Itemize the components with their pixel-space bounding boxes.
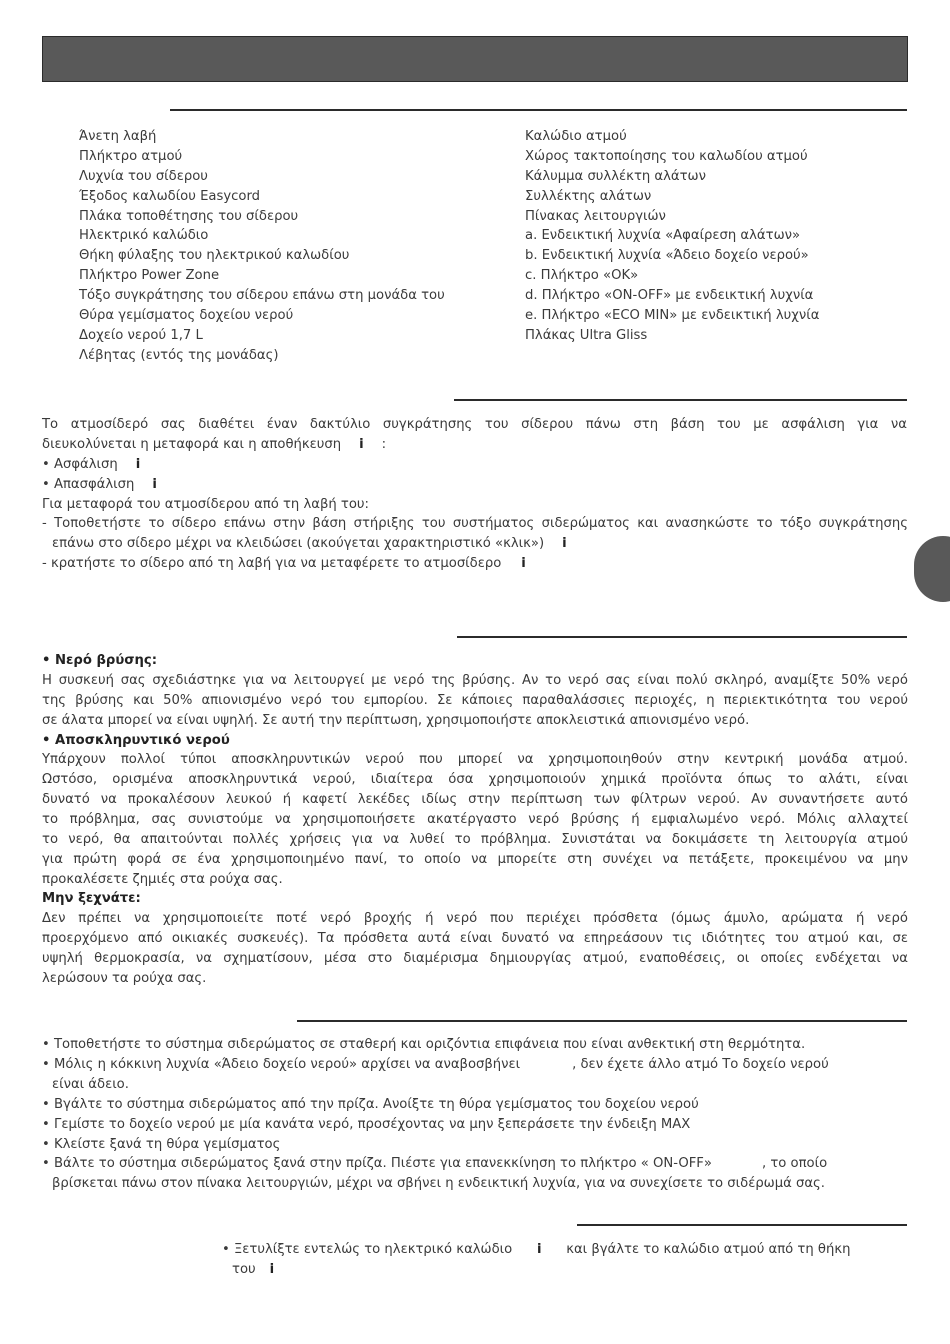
softener-heading: • Αποσκληρυντικό νερού	[42, 733, 230, 748]
tap-water-heading: • Νερό βρύσης:	[42, 653, 158, 668]
parts-item: e. Πλήκτρο «ECO MIN» με ενδεικτική λυχνία	[525, 308, 820, 324]
cord-step: του i	[232, 1262, 275, 1277]
figure-ref: i	[562, 536, 567, 551]
parts-item: Χώρος τακτοποίησης του καλωδίου ατμού	[525, 148, 808, 164]
parts-item: Θήκη φύλαξης του ηλεκτρικού καλωδίου	[79, 248, 350, 264]
paragraph-line: Ωστόσο, ορισμένα αποσκληρυντικά νερού, ιδιαίτερα όσα χρησιμοποιούν χημικά προϊόντα όπως το αλάτι, είναι	[42, 772, 908, 787]
filling-step: • Τοποθετήστε το σύστημα σιδερώματος σε σταθερή και οριζόντια επιφάνεια που είναι ανθεκτική στη θερμότητα.	[42, 1037, 806, 1052]
figure-ref: i	[135, 457, 141, 472]
paragraph-line: σε άλατα μπορεί να είναι υψηλή. Σε αυτή την περίπτωση, χρησιμοποιήστε αποκλειστικά απιονισμένο νερό.	[42, 713, 750, 728]
parts-item: Πλάκας Ultra Gliss	[525, 327, 648, 343]
parts-item: b. Ενδεικτική λυχνία «Άδειο δοχείο νερού»	[525, 248, 809, 264]
carry-step: - κρατήστε το σίδερο από τη λαβή για να μεταφέρετε το ατμοσίδερο i	[42, 556, 526, 571]
section-rule-transport	[454, 399, 907, 401]
parts-item: Πλήκτρο ατμού	[79, 148, 183, 164]
figure-ref: i	[536, 1242, 542, 1257]
section-rule-cord	[577, 1224, 907, 1226]
paragraph-line: το νερό, θα απαιτούνται πολλές χρήσεις για να λυθεί το πρόβλημα. Συνιστάται να δοκιμάσετε τη λειτουργία ατμού	[42, 832, 908, 847]
section-rule-description	[170, 109, 907, 111]
figure-ref: i	[359, 437, 364, 452]
parts-list-right	[525, 127, 819, 346]
filling-step: είναι άδειο.	[52, 1077, 129, 1092]
lock-item: • Ασφάλιση i	[42, 457, 141, 472]
paragraph-line: υψηλή θερμοκρασία, να σχηματίσουν, μέσα στο διαμέρισμα δημιουργίας ατμού, εναποθέσεις, οι οποίες ενδέχεται να	[42, 951, 908, 966]
paragraph-line: Η συσκευή σας σχεδιάστηκε για να λειτουργεί με νερό της βρύσης. Αν το νερό σας είναι πολύ σκληρό, αναμίξτε 50% νερό	[42, 673, 908, 688]
paragraph-line: Υπάρχουν πολλοί τύποι αποσκληρυντικών νερού που μπορεί να χρησιμοποιηθούν στην κεντρική μονάδα ατμού.	[42, 752, 908, 767]
filling-step: βρίσκεται πάνω στον πίνακα λειτουργιών, μέχρι να σβήνει η ενδεικτική λυχνία, για να συνεχίσετε το σιδέρωμά σας.	[52, 1176, 825, 1191]
transport-intro-line: διευκολύνεται η μεταφορά και η αποθήκευση i :	[42, 437, 387, 452]
filling-step: • Μόλις η κόκκινη λυχνία «Άδειο δοχείο νερού» αρχίσει να αναβοσβήνει , δεν έχετε άλλο ατμό Το δοχείο νερού	[42, 1057, 829, 1072]
parts-item: Καλώδιο ατμού	[525, 129, 627, 144]
dont-forget-heading: Μην ξεχνάτε:	[42, 891, 141, 906]
parts-item: Άνετη λαβή	[79, 129, 157, 144]
paragraph-line: προερχόμενο από οικιακές συσκευές). Τα πρόσθετα αυτά είναι δυνατό να επηρεάσουν τις ιδιότητες του ατμού και, σε	[42, 931, 908, 946]
carry-step: - Τοποθετήστε το σίδερο επάνω στην βάση στήριξης του συστήματος σιδερώματος και ανασηκώστε το τόξο συγκράτησης	[42, 516, 908, 531]
parts-item: Πλάκα τοποθέτησης του σίδερου	[79, 208, 299, 224]
unlock-item: • Απασφάλιση i	[42, 477, 157, 492]
parts-item: Δοχείο νερού 1,7 L	[79, 327, 203, 343]
parts-item: Κάλυμμα συλλέκτη αλάτων	[525, 168, 706, 184]
page-side-tab	[914, 536, 950, 602]
cord-step: • Ξετυλίξτε εντελώς το ηλεκτρικό καλώδιο i και βγάλτε το καλώδιο ατμού από τη θήκη	[222, 1240, 908, 1260]
parts-item: Λέβητας (εντός της μονάδας)	[79, 347, 279, 363]
carry-intro: Για μεταφορά του ατμοσίδερου από τη λαβή του:	[42, 497, 369, 512]
filling-step: • Κλείστε ξανά τη θύρα γεμίσματος	[42, 1137, 281, 1152]
header-bar	[42, 36, 908, 82]
transport-intro-line: Το ατμοσίδερό σας διαθέτει έναν δακτύλιο συγκράτησης του σίδερου πάνω στη βάση του με ασφάλιση για να	[42, 417, 907, 432]
parts-item: Έξοδος καλωδίου Easycord	[79, 188, 261, 204]
parts-item: Πλήκτρο Power Zone	[79, 268, 220, 284]
parts-list-left	[79, 127, 445, 366]
paragraph-line: λερώσουν τα ρούχα σας.	[42, 971, 207, 986]
section-rule-filling	[297, 1020, 907, 1022]
paragraph-line: το πρόβλημα, σας συνιστούμε να χρησιμοποιήσετε ακατέργαστο νερό βρύσης ή εμφιαλωμένο νερό. Μόλις αλλαχτεί	[42, 812, 908, 827]
paragraph-line: της βρύσης και 50% απιονισμένο νερό του εμπορίου. Σε κάποιες παραθαλάσσιες περιοχές, η περιεκτικότητα του νερού	[42, 693, 908, 708]
parts-item: Θύρα γεμίσματος δοχείου νερού	[79, 308, 294, 324]
section-rule-water	[457, 636, 907, 638]
filling-step: • Βάλτε το σύστημα σιδερώματος ξανά στην πρίζα. Πιέστε για επανεκκίνηση το πλήκτρο « ON-OFF» , το οποίο	[42, 1156, 828, 1171]
parts-item: c. Πλήκτρο «OK»	[525, 268, 639, 284]
parts-item: Συλλέκτης αλάτων	[525, 188, 652, 204]
parts-item: Ηλεκτρικό καλώδιο	[79, 228, 209, 244]
figure-ref: i	[269, 1262, 275, 1277]
parts-item: a. Ενδεικτική λυχνία «Αφαίρεση αλάτων»	[525, 228, 801, 244]
paragraph-line: Δεν πρέπει να χρησιμοποιείτε ποτέ νερό βροχής ή νερό που περιέχει πρόσθετα (όμως άμυλο, αρώματα ή νερό	[42, 911, 908, 926]
carry-step: επάνω στο σίδερο μέχρι να κλειδώσει (ακούγεται χαρακτηριστικό «κλικ») i	[52, 536, 567, 551]
figure-ref: i	[152, 477, 157, 492]
parts-item: Λυχνία του σίδερου	[79, 168, 208, 184]
paragraph-line: δυνατό να προκαλέσουν λευκού ή καφετί λεκέδες ιδίως στην περίπτωση των φίλτρων νερού. Αν συναντήσετε αυτό	[42, 792, 908, 807]
paragraph-line: για πρώτη φορά σε ένα χρησιμοποιημένο πανί, το οποίο να μπορείτε στη συνέχει να πετάξετε, προκειμένου να μην	[42, 852, 908, 867]
parts-item: Πίνακας λειτουργιών	[525, 208, 666, 224]
filling-step: • Γεμίστε το δοχείο νερού με μία κανάτα νερό, προσέχοντας να μην ξεπεράσετε την ένδειξη MAX	[42, 1117, 691, 1132]
parts-item: d. Πλήκτρο «ON-OFF» με ενδεικτική λυχνία	[525, 288, 814, 304]
paragraph-line: προκαλέσετε ζημιές στα ρούχα σας.	[42, 872, 283, 887]
filling-step: • Βγάλτε το σύστημα σιδερώματος από την πρίζα. Ανοίξτε τη θύρα γεμίσματος του δοχείου νερού	[42, 1097, 699, 1112]
parts-item: Τόξο συγκράτησης του σίδερου επάνω στη μονάδα του	[79, 288, 445, 304]
figure-ref: i	[521, 556, 526, 571]
